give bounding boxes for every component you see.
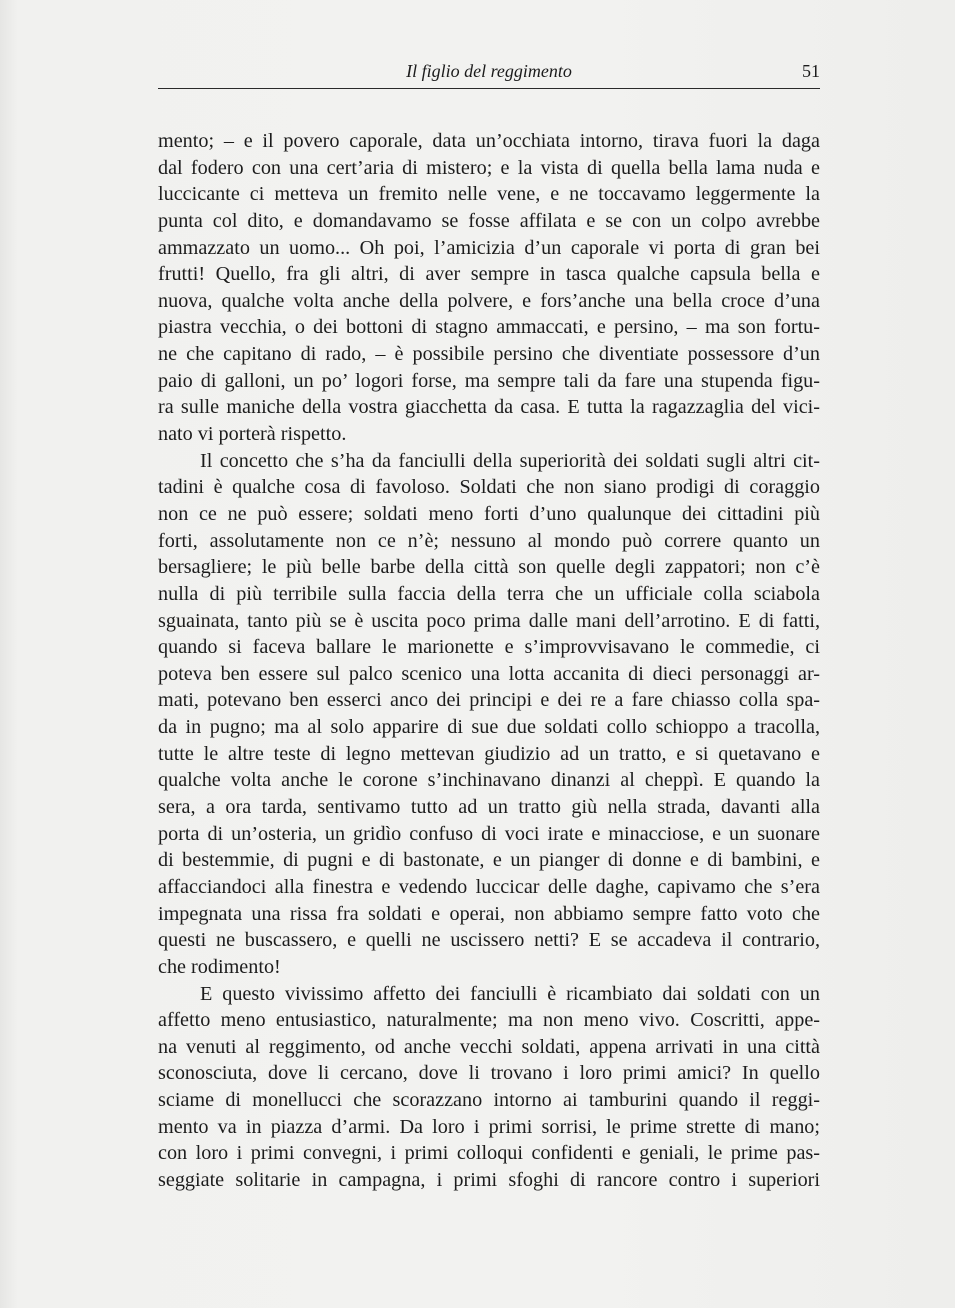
text-line: ra sulle maniche della vostra giacchetta da casa. E tutta la ragazzaglia del vici- (158, 396, 820, 419)
paragraph-3 (158, 981, 820, 1194)
text-line: ne che capitano di rado, – è possibile persino che diventiate possessore d’un (158, 343, 820, 366)
paragraph-2 (158, 448, 820, 981)
text-line: affacciandoci alla finestra e vedendo luccicar delle daghe, capivamo che s’era (158, 875, 820, 898)
text-line: impegnata una rissa fra soldati e operai, non abbiamo sempre fatto voto che (158, 902, 820, 925)
text-line: con loro i primi convegni, i primi colloqui confidenti e geniali, le prime pas- (158, 1142, 820, 1165)
text-line: non ce ne può essere; soldati meno forti d’uno qualunque dei cittadini più (158, 502, 820, 525)
text-line: tutte le altre teste di legno mettevan giudizio ad un tratto, e si quetavano e (158, 742, 820, 765)
text-line: nulla di più terribile sulla faccia della terra che un ufficiale colla sciabola (158, 582, 820, 605)
text-line: mati, potevano ben esserci anco dei principi e dei re a fare chiasso colla spa- (158, 689, 820, 712)
text-line: di bestemmie, di pugni e di bastonate, e un pianger di donne e di bambini, e (158, 849, 820, 872)
text-line: Il concetto che s’ha da fanciulli della superiorità dei soldati sugli altri cit- (200, 449, 820, 472)
text-line: na venuti al reggimento, od anche vecchi soldati, appena arrivati in una città (158, 1035, 820, 1058)
text-line: qualche volta anche le corone s’inchinavano dinanzi al cheppì. E quando la (158, 769, 820, 792)
text-line: mento va in piazza d’armi. Da loro i primi sorrisi, le prime strette di mano; (158, 1115, 820, 1138)
text-line: piastra vecchia, o dei bottoni di stagno ammaccati, e persino, – ma son fortu- (158, 316, 820, 339)
text-line: sguainata, tanto più se è uscita poco prima dalle mani dell’arrotino. E di fatti, (158, 609, 820, 632)
text-line: mento; – e il povero caporale, data un’occhiata intorno, tirava fuori la daga (158, 130, 820, 152)
text-line: sera, a ora tarda, sentivamo tutto ad un tratto giù nella strada, davanti alla (158, 796, 820, 819)
text-line: nuova, qualche volta anche della polvere, e fors’anche una bella croce d’una (158, 289, 820, 312)
text-line: sconosciuta, dove li cercano, dove li trovano i loro primi amici? In quello (158, 1062, 820, 1085)
text-line: porta di un’osteria, un gridìo confuso di voci irate e minacciose, e un suonare (158, 822, 820, 845)
text-line: ammazzato un uomo... Oh poi, l’amicizia d’un caporale vi porta di gran bei (158, 236, 820, 259)
text-line: bersagliere; le più belle barbe della città son quelle degli zappatori; non c’è (158, 556, 820, 579)
text-line: nato vi porterà rispetto. (158, 423, 347, 446)
text-line: quando si faceva ballare le marionette e s’improvvisavano le commedie, ci (158, 636, 820, 659)
text-line: sciame di monellucci che scorazzano intorno ai tamburini quando il reggi- (158, 1089, 820, 1112)
text-line: dal fodero con una cert’aria di mistero; e la vista di quella bella lama nuda e (158, 156, 820, 179)
text-line: affetto meno entusiastico, naturalmente; ma non meno vivo. Coscritti, appe- (158, 1009, 820, 1032)
text-line: tadini è qualche cosa di favoloso. Soldati che non siano prodigi di coraggio (158, 476, 820, 499)
text-line: da in pugno; ma al solo apparire di sue due soldati collo schioppo a tracolla, (158, 716, 820, 739)
page-header (158, 60, 820, 89)
text-line: punta col dito, e domandavamo se fosse affilata e se con un colpo avrebbe (158, 209, 820, 232)
running-title: Il figlio del reggimento (406, 61, 572, 81)
text-line: luccicante ci metteva un fremito nelle vene, e ne toccavamo leggermente la (158, 183, 820, 206)
page-number: 51 (802, 61, 820, 81)
text-line: forti, assolutamente non ce n’è; nessuno al mondo può correre quanto un (158, 529, 820, 552)
text-line: che rodimento! (158, 955, 281, 978)
body-text (158, 128, 820, 1194)
text-line: seggiate solitarie in campagna, i primi sfoghi di rancore contro i superiori (158, 1168, 820, 1191)
text-line: paio di galloni, un po’ logori forse, ma sempre tali da fare una stupenda figu- (158, 369, 820, 392)
text-line: frutti! Quello, fra gli altri, di aver sempre in tasca qualche capsula bella e (158, 263, 820, 286)
text-line: questi ne buscassero, e quelli ne uscissero netti? E se accadeva il contrario, (158, 929, 820, 952)
text-line: E questo vivissimo affetto dei fanciulli è ricambiato dai soldati con un (200, 982, 820, 1005)
paragraph-1 (158, 128, 820, 448)
text-line: poteva ben essere sul palco scenico una lotta accanita di dieci personaggi ar- (158, 662, 820, 685)
